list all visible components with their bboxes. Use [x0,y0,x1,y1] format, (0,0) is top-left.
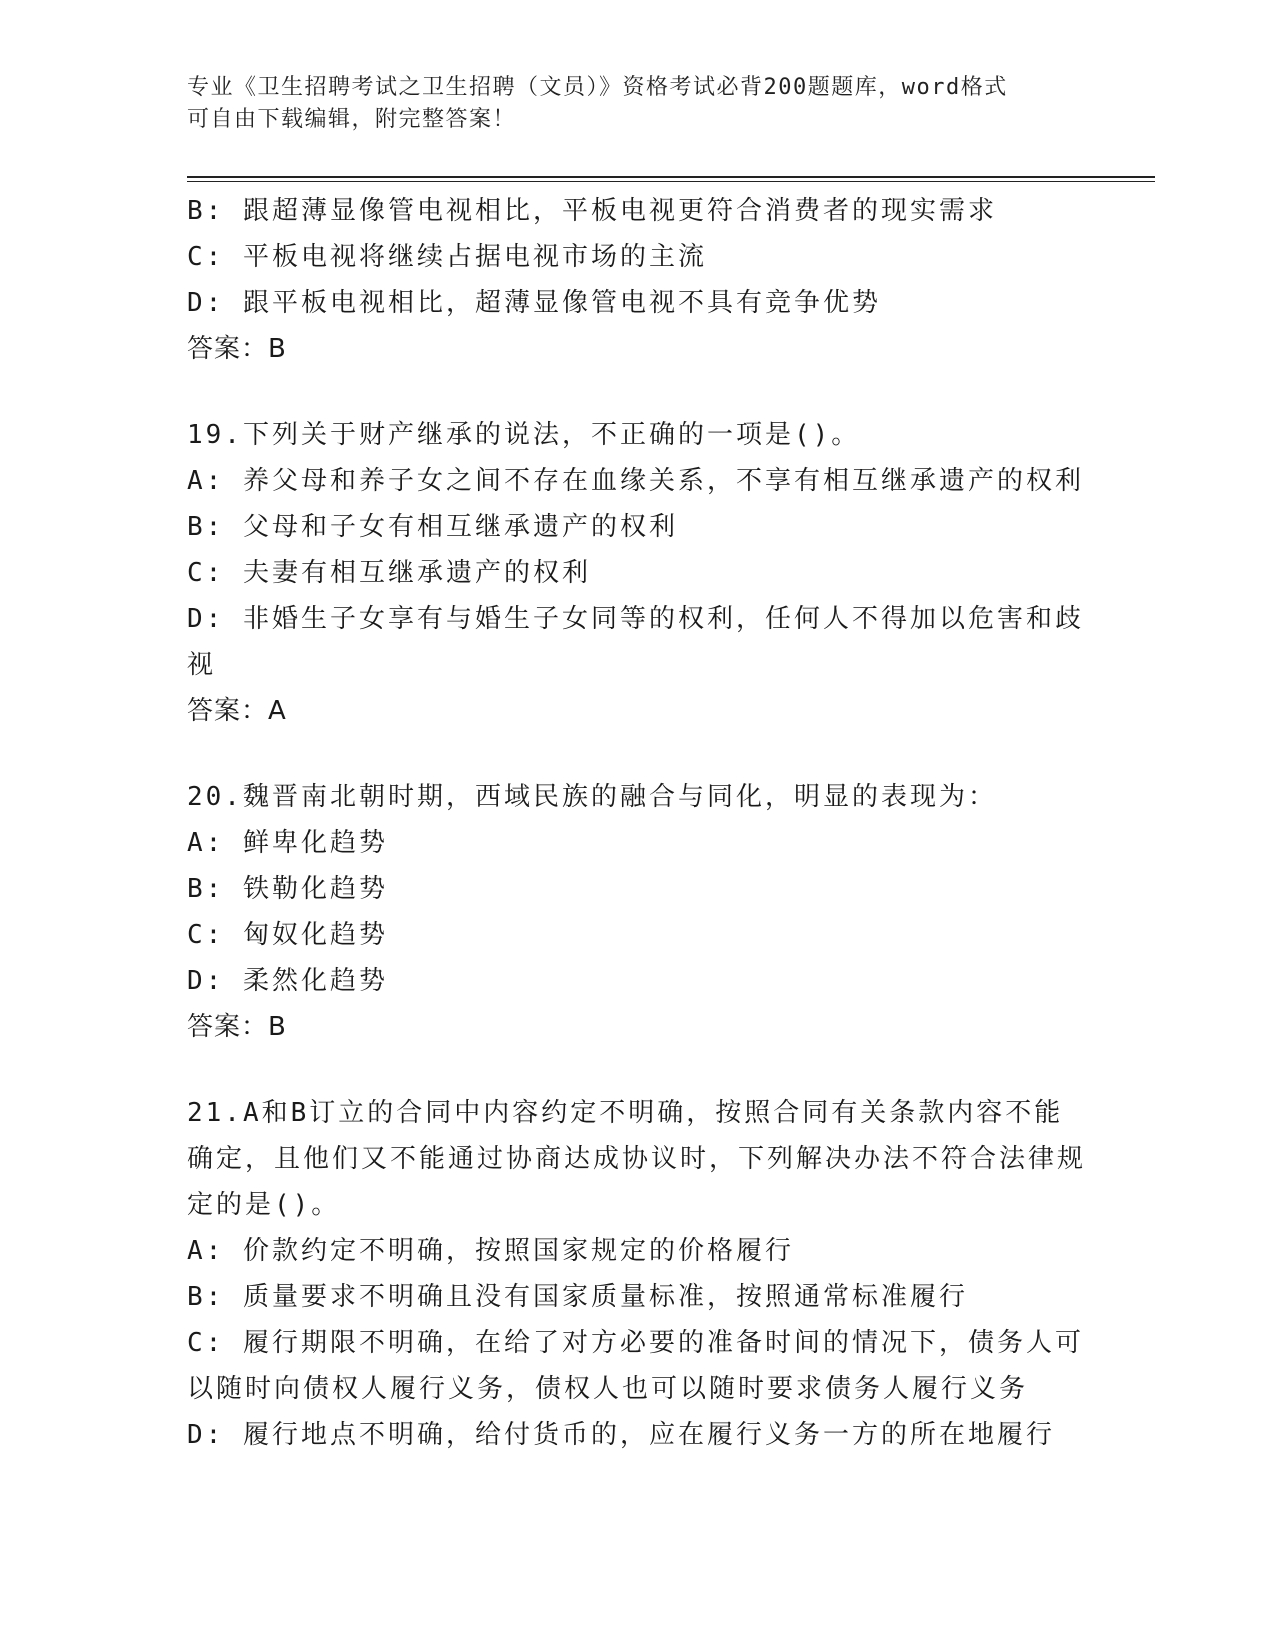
header-title-line-2: 可自由下载编辑，附完整答案！ [187,107,517,132]
question-18-continued [187,188,1087,372]
option-d: D: 跟平板电视相比，超薄显像管电视不具有竞争优势 [187,288,881,318]
spacer [187,734,1087,774]
option-c: C: 履行期限不明确，在给了对方必要的准备时间的情况下，债务人可以随时向债权人履行义务，债权人也可以随时要求债务人履行义务 [187,1328,1084,1404]
option-b: B: 质量要求不明确且没有国家质量标准，按照通常标准履行 [187,1282,968,1312]
option-c: C: 匈奴化趋势 [187,920,388,950]
question-list [187,188,1087,1458]
answer-label: 答案：B [187,334,287,364]
option-d: D: 非婚生子女享有与婚生子女同等的权利，任何人不得加以危害和歧视 [187,604,1084,680]
option-a: A: 养父母和养子女之间不存在血缘关系，不享有相互继承遗产的权利 [187,466,1084,496]
question-stem: 21.A和B订立的合同中内容约定不明确，按照合同有关条款内容不能确定，且他们又不能通过协商达成协议时，下列解决办法不符合法律规定的是()。 [187,1098,1087,1220]
option-b: B: 跟超薄显像管电视相比，平板电视更符合消费者的现实需求 [187,196,997,226]
option-d: D: 履行地点不明确，给付货币的，应在履行义务一方的所在地履行 [187,1420,1055,1450]
question-stem: 19.下列关于财产继承的说法，不正确的一项是()。 [187,420,861,450]
question-21 [187,1090,1087,1458]
option-b: B: 父母和子女有相互继承遗产的权利 [187,512,678,542]
header-title-line-1: 专业《卫生招聘考试之卫生招聘（文员）》资格考试必背200题题库，word格式 [187,75,1008,100]
document-header [187,72,1087,136]
question-19 [187,412,1087,734]
option-d: D: 柔然化趋势 [187,966,388,996]
spacer [187,372,1087,412]
answer-label: 答案：A [187,696,287,726]
option-c: C: 平板电视将继续占据电视市场的主流 [187,242,707,272]
answer-label: 答案：B [187,1012,287,1042]
option-a: A: 价款约定不明确，按照国家规定的价格履行 [187,1236,794,1266]
spacer [187,1050,1087,1090]
option-c: C: 夫妻有相互继承遗产的权利 [187,558,591,588]
question-stem: 20.魏晋南北朝时期，西域民族的融合与同化，明显的表现为： [187,782,997,812]
question-20 [187,774,1087,1050]
header-divider [187,176,1155,182]
option-b: B: 铁勒化趋势 [187,874,388,904]
option-a: A: 鲜卑化趋势 [187,828,388,858]
